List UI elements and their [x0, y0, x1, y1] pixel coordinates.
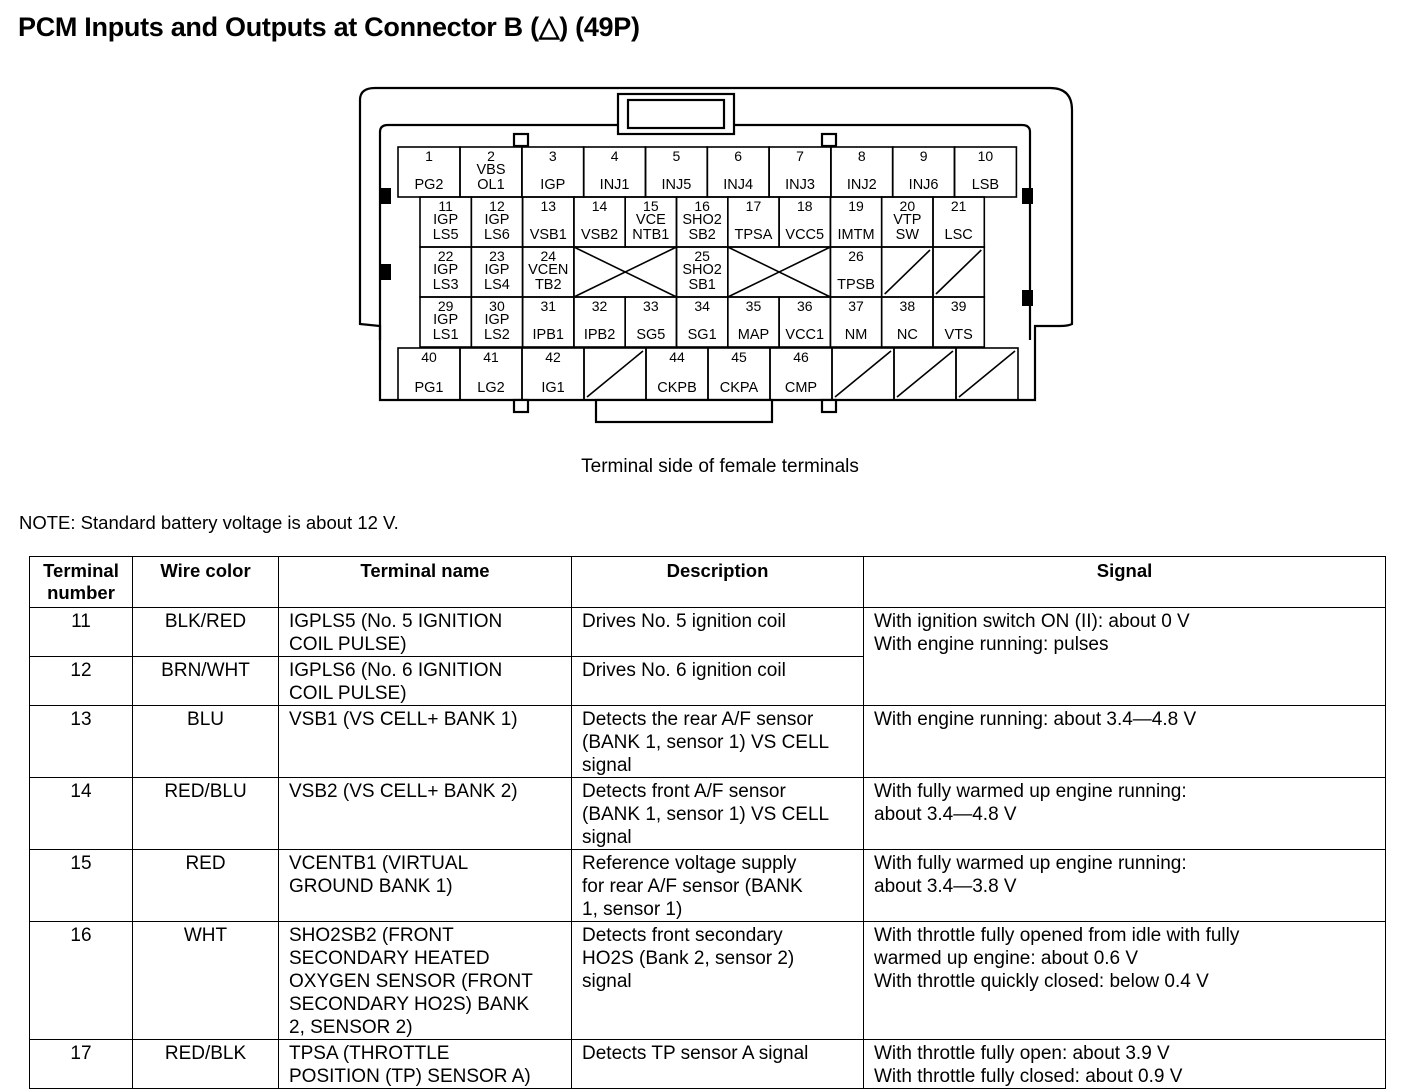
pin-label-25: SHO2 [682, 262, 722, 278]
pin-label-11: LS5 [432, 227, 459, 243]
pin-number-13: 13 [540, 198, 557, 214]
pin-number-18: 18 [796, 198, 813, 214]
wire-color: BLU [133, 706, 279, 778]
pin-label-22: LS3 [432, 277, 459, 293]
pin-label-41: LG2 [477, 380, 505, 396]
pin-label-14: VSB2 [581, 227, 619, 243]
terminal-number: 13 [30, 706, 133, 778]
pin-label-39: VTS [944, 327, 973, 343]
pin-label-13: VSB1 [529, 227, 567, 243]
description: Detects front A/F sensor (BANK 1, sensor 1) VS CELL signal [572, 778, 864, 850]
pin-label-12: IGP [484, 212, 510, 228]
description: Detects TP sensor A signal [572, 1040, 864, 1089]
terminal-number: 17 [30, 1040, 133, 1089]
pin-number-15: 15 [643, 198, 659, 214]
pin-number-34: 34 [694, 298, 710, 314]
pin-number-9: 9 [919, 148, 928, 164]
pin-number-29: 29 [437, 298, 454, 314]
terminal-name: IGPLS5 (No. 5 IGNITION COIL PULSE) [279, 608, 572, 657]
table-row [30, 778, 1386, 850]
wire-color: RED/BLK [133, 1040, 279, 1089]
pin-number-23: 23 [489, 248, 505, 264]
pin-label-35: MAP [737, 327, 770, 343]
signal: With fully warmed up engine running: about 3.4—4.8 V [864, 778, 1386, 850]
pin-label-31: IPB1 [532, 327, 564, 343]
header-wire-color: Wire color [133, 557, 279, 608]
pin-label-1: PG2 [414, 177, 444, 193]
header-description: Description [572, 557, 864, 608]
pin-number-19: 19 [848, 198, 864, 214]
pin-label-33: SG5 [636, 327, 666, 343]
pin-label-2: OL1 [477, 177, 505, 193]
connector-caption: Terminal side of female terminals [581, 456, 859, 477]
pin-number-5: 5 [672, 148, 681, 164]
pin-cell-slash [835, 351, 891, 397]
terminal-name: TPSA (THROTTLE POSITION (TP) SENSOR A) [279, 1040, 572, 1089]
pin-number-30: 30 [489, 298, 505, 314]
pin-label-30: LS2 [484, 327, 510, 343]
wire-color: BLK/RED [133, 608, 279, 657]
pin-number-40: 40 [421, 349, 437, 365]
pin-number-21: 21 [950, 198, 967, 214]
pin-label-44: CKPB [657, 380, 697, 396]
pin-number-26: 26 [848, 248, 864, 264]
table-row [30, 608, 1386, 657]
pin-label-38: NC [896, 327, 918, 343]
pin-cell-slash [936, 250, 981, 294]
pin-label-3: IGP [540, 177, 566, 193]
terminal-name: IGPLS6 (No. 6 IGNITION COIL PULSE) [279, 657, 572, 706]
pin-label-37: NM [844, 327, 868, 343]
pin-number-36: 36 [796, 298, 813, 314]
pin-cell-slash [587, 351, 643, 397]
pin-number-35: 35 [745, 298, 762, 314]
terminal-name: VSB2 (VS CELL+ BANK 2) [279, 778, 572, 850]
header-terminal-number: Terminal number [30, 557, 133, 608]
pin-label-40: PG1 [414, 380, 444, 396]
pin-label-18: VCC5 [785, 227, 825, 243]
pin-label-4: INJ1 [599, 177, 630, 193]
pin-label-15: NTB1 [632, 227, 670, 243]
terminal-number: 11 [30, 608, 133, 657]
pin-number-39: 39 [950, 298, 967, 314]
pin-number-1: 1 [425, 148, 433, 164]
pin-label-26: TPSB [837, 277, 875, 293]
pin-label-20: SW [895, 227, 920, 243]
wire-color: RED [133, 850, 279, 922]
battery-voltage-note: NOTE: Standard battery voltage is about 12 V. [19, 512, 399, 533]
pin-number-3: 3 [548, 148, 557, 164]
pin-number-38: 38 [899, 298, 916, 314]
pin-label-34: SG1 [687, 327, 717, 343]
pin-label-6: INJ4 [723, 177, 754, 193]
pin-cell-slash [959, 351, 1015, 397]
signal: With ignition switch ON (II): about 0 V With engine running: pulses [864, 608, 1386, 706]
pin-label-22: IGP [433, 262, 459, 278]
pin-label-45: CKPA [719, 380, 759, 396]
pin-label-17: TPSA [734, 227, 773, 243]
description: Reference voltage supply for rear A/F sensor (BANK 1, sensor 1) [572, 850, 864, 922]
pin-label-36: VCC1 [785, 327, 825, 343]
pin-label-46: CMP [784, 380, 818, 396]
wire-color: BRN/WHT [133, 657, 279, 706]
terminal-name: VCENTB1 (VIRTUAL GROUND BANK 1) [279, 850, 572, 922]
pin-number-37: 37 [848, 298, 864, 314]
pin-number-20: 20 [899, 198, 916, 214]
pin-label-20: VTP [893, 212, 922, 228]
pin-number-25: 25 [694, 248, 710, 264]
signal: With engine running: about 3.4—4.8 V [864, 706, 1386, 778]
page-title: PCM Inputs and Outputs at Connector B (△) (49P) [18, 12, 640, 42]
header-terminal-name: Terminal name [279, 557, 572, 608]
pin-number-16: 16 [694, 198, 710, 214]
header-signal: Signal [864, 557, 1386, 608]
pin-label-5: INJ5 [661, 177, 692, 193]
pin-number-32: 32 [591, 298, 608, 314]
pin-label-29: LS1 [432, 327, 459, 343]
description: Detects front secondary HO2S (Bank 2, sensor 2) signal [572, 922, 864, 1040]
pin-label-12: LS6 [484, 227, 510, 243]
pin-label-25: SB1 [688, 277, 716, 293]
pin-label-16: SHO2 [682, 212, 722, 228]
pin-label-23: IGP [484, 262, 510, 278]
pin-number-42: 42 [545, 349, 561, 365]
pin-number-31: 31 [540, 298, 557, 314]
terminal-number: 14 [30, 778, 133, 850]
pin-number-14: 14 [591, 198, 608, 214]
signal: With throttle fully open: about 3.9 V With throttle fully closed: about 0.9 V [864, 1040, 1386, 1089]
pin-cell-slash [897, 351, 953, 397]
pin-number-24: 24 [540, 248, 557, 264]
pin-label-11: IGP [433, 212, 459, 228]
pin-label-32: IPB2 [583, 327, 616, 343]
table-row [30, 850, 1386, 922]
pin-number-4: 4 [610, 148, 619, 164]
pin-number-12: 12 [489, 198, 505, 214]
pin-label-10: LSB [971, 177, 1000, 193]
pin-number-6: 6 [734, 148, 743, 164]
wire-color: WHT [133, 922, 279, 1040]
pin-label-21: LSC [944, 227, 973, 243]
pin-number-46: 46 [793, 349, 809, 365]
pin-number-2: 2 [487, 148, 495, 164]
pin-label-7: INJ3 [785, 177, 815, 193]
pin-label-30: IGP [484, 312, 510, 328]
description: Drives No. 6 ignition coil [572, 657, 864, 706]
pin-number-8: 8 [857, 148, 866, 164]
wire-color: RED/BLU [133, 778, 279, 850]
pin-label-23: LS4 [484, 277, 510, 293]
pin-number-44: 44 [669, 349, 685, 365]
pin-label-8: INJ2 [846, 177, 877, 193]
pin-label-24: TB2 [534, 277, 562, 293]
connector-diagram [0, 0, 1408, 450]
pin-label-29: IGP [433, 312, 459, 328]
table-row [30, 706, 1386, 778]
terminal-table-wrapper [29, 556, 1385, 1089]
terminal-number: 15 [30, 850, 133, 922]
terminal-number: 16 [30, 922, 133, 1040]
pin-number-22: 22 [437, 248, 454, 264]
description: Detects the rear A/F sensor (BANK 1, sensor 1) VS CELL signal [572, 706, 864, 778]
pin-cell-slash [885, 250, 930, 294]
pin-number-17: 17 [745, 198, 762, 214]
pin-label-15: VCE [635, 212, 666, 228]
terminal-name: SHO2SB2 (FRONT SECONDARY HEATED OXYGEN SENSOR (FRONT SECONDARY HO2S) BANK 2, SENSOR 2) [279, 922, 572, 1040]
terminal-number: 12 [30, 657, 133, 706]
signal: With fully warmed up engine running: about 3.4—3.8 V [864, 850, 1386, 922]
pin-label-42: IG1 [541, 380, 565, 396]
terminal-table [29, 556, 1386, 1089]
pin-label-2: VBS [476, 162, 506, 178]
table-row [30, 1040, 1386, 1089]
connector-tab-bottom [596, 400, 772, 422]
pin-number-10: 10 [977, 148, 994, 164]
pin-number-45: 45 [731, 349, 747, 365]
pin-number-7: 7 [796, 148, 804, 164]
pin-label-19: IMTM [837, 227, 875, 243]
description: Drives No. 5 ignition coil [572, 608, 864, 657]
pin-number-41: 41 [483, 349, 499, 365]
pin-number-11: 11 [438, 198, 453, 214]
signal: With throttle fully opened from idle with fully warmed up engine: about 0.6 V With throttle quickly closed: below 0.4 V [864, 922, 1386, 1040]
pin-label-9: INJ6 [908, 177, 939, 193]
table-header-row [30, 557, 1386, 608]
pin-label-24: VCEN [528, 262, 569, 278]
terminal-name: VSB1 (VS CELL+ BANK 1) [279, 706, 572, 778]
pin-label-16: SB2 [688, 227, 716, 243]
table-row [30, 922, 1386, 1040]
pin-number-33: 33 [643, 298, 659, 314]
